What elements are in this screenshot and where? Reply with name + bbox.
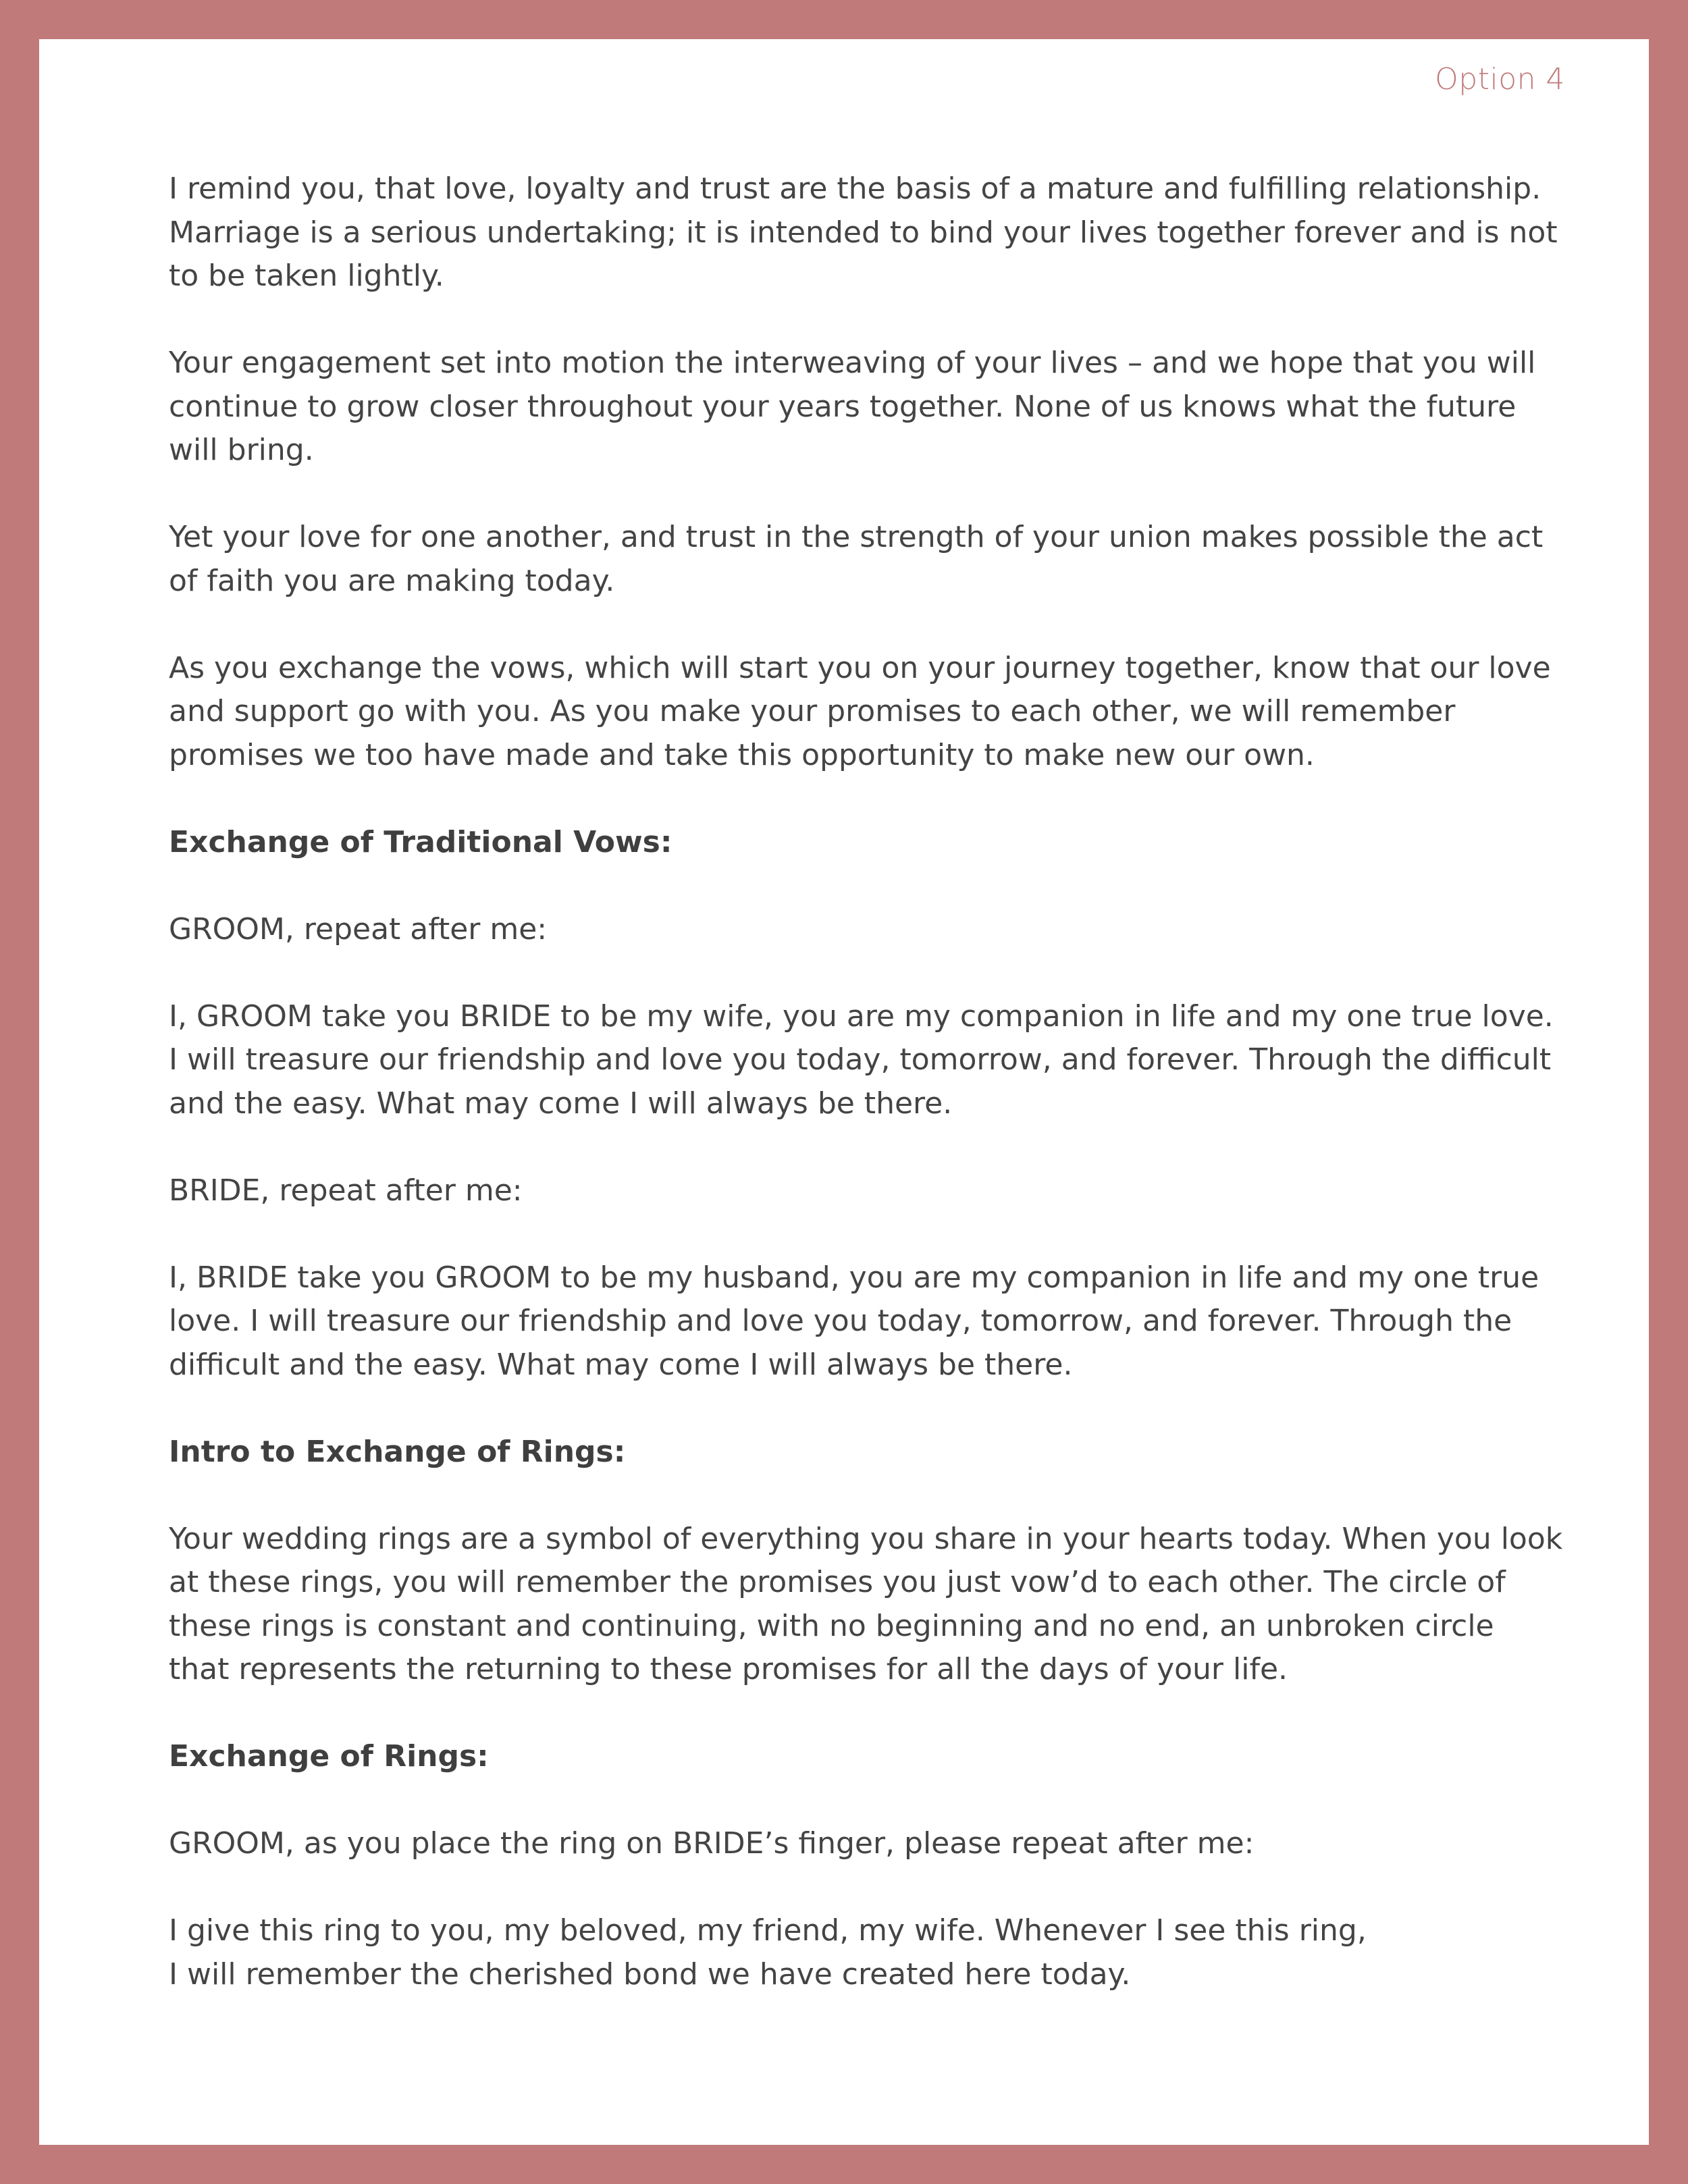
paragraph-rings-symbol: Your wedding rings are a symbol of everything you share in your hearts today. When you look at these rings, you will remember the promises you just vow’d to each other. The circle of these rings is constant and continuing, with no beginning and no end, an unbroken circle that represents the returning to these promises for all the days of your life. xyxy=(169,1521,1563,1686)
paragraph-faith: Yet your love for one another, and trust in the strength of your union makes possible the act of faith you are making today. xyxy=(169,520,1544,598)
heading-exchange-rings: Exchange of Rings: xyxy=(169,1739,489,1774)
paragraph-bride-repeat: BRIDE, repeat after me: xyxy=(169,1173,523,1208)
paragraph-intro-love: I remind you, that love, loyalty and trust are the basis of a mature and fulfilling relationship. Marriage is a serious undertaking; it is intended to bind your lives together forever and is not to be taken lightly. xyxy=(169,171,1558,293)
paragraph-groom-ring-instruction: GROOM, as you place the ring on BRIDE’s finger, please repeat after me: xyxy=(169,1826,1255,1861)
page-sheet xyxy=(39,39,1649,2145)
document-body xyxy=(169,167,1573,2040)
paragraph-engagement: Your engagement set into motion the interweaving of your lives – and we hope that you will continue to grow closer throughout your years together. None of us knows what the future will bring. xyxy=(169,346,1536,467)
paragraph-groom-ring-vow: I give this ring to you, my beloved, my friend, my wife. Whenever I see this ring, I will remember the cherished bond we have created here today. xyxy=(169,1913,1367,1992)
heading-intro-rings: Intro to Exchange of Rings: xyxy=(169,1434,626,1469)
paragraph-groom-repeat: GROOM, repeat after me: xyxy=(169,911,548,947)
option-label: Option 4 xyxy=(1435,62,1565,97)
heading-traditional-vows: Exchange of Traditional Vows: xyxy=(169,824,672,859)
paragraph-groom-vow: I, GROOM take you BRIDE to be my wife, you are my companion in life and my one true love. I will treasure our friendship and love you today, tomorrow, and forever. Through the difficult and the easy. What may come I will always be there. xyxy=(169,998,1554,1121)
paragraph-bride-vow: I, BRIDE take you GROOM to be my husband, you are my companion in life and my one true love. I will treasure our friendship and love you today, tomorrow, and forever. Through the difficult and the easy. What may come I will always be there. xyxy=(169,1260,1539,1382)
paragraph-exchange-vows-intro: As you exchange the vows, which will start you on your journey together, know that our love and support go with you. As you make your promises to each other, we will remember promises we too have made and take this opportunity to make new our own. xyxy=(169,650,1551,772)
